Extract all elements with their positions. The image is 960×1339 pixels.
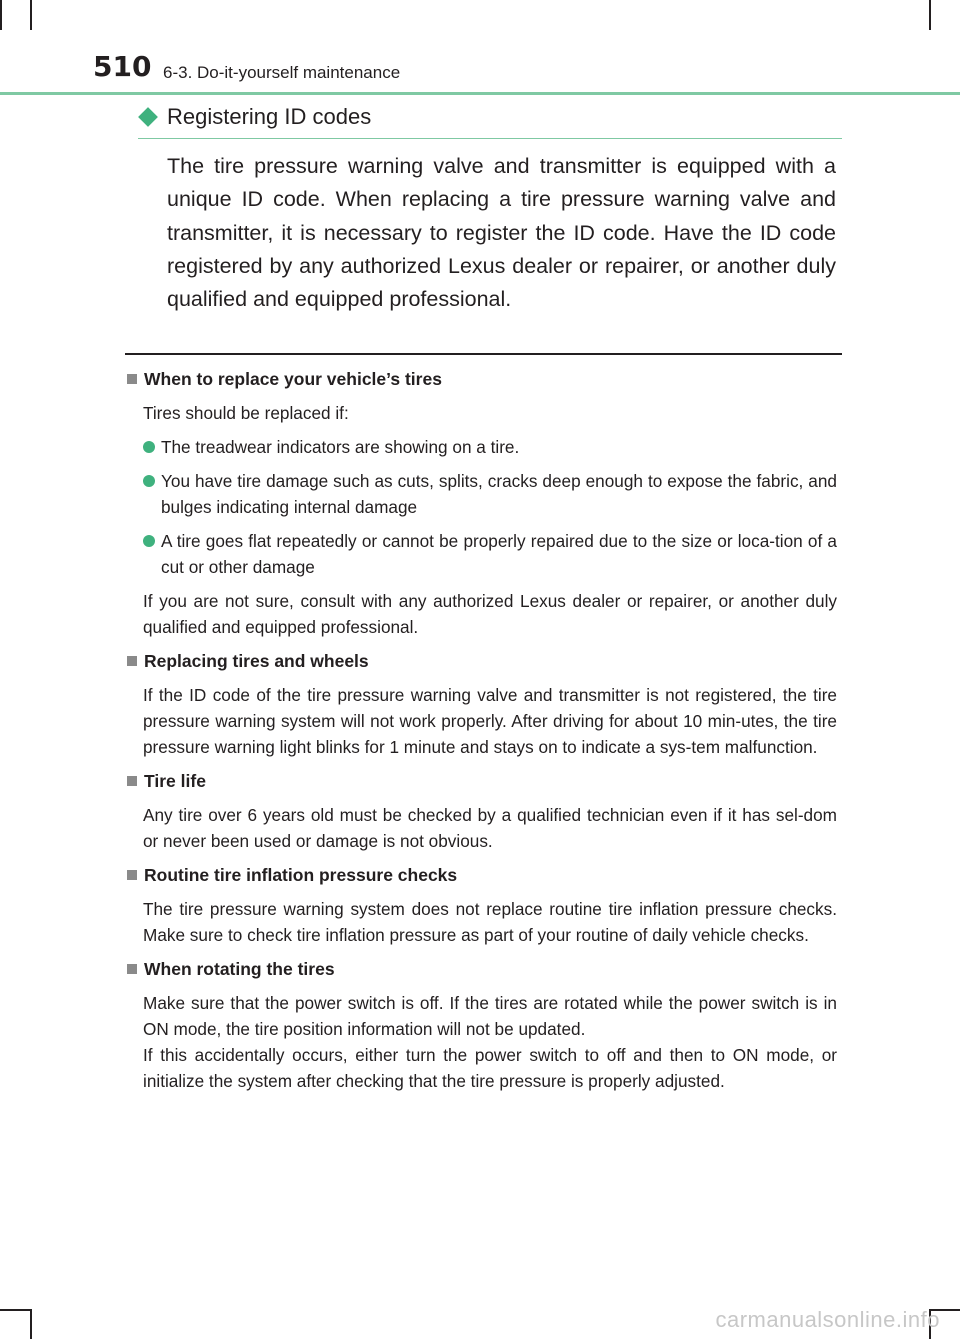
note-heading-text: Tire life	[144, 770, 206, 791]
note-body	[125, 392, 837, 640]
square-bullet-icon	[127, 776, 137, 786]
crop-mark	[929, 0, 931, 30]
circle-bullet-icon	[143, 535, 155, 547]
note-paragraph: The tire pressure warning system does not replace routine tire inflation pressure checks. Make sure to check tire inflation pressure as part of your routine of daily vehicle checks.	[143, 899, 837, 945]
crop-mark	[0, 0, 2, 30]
note-heading-text: When rotating the tires	[144, 958, 335, 979]
list-item: A tire goes flat repeatedly or cannot be properly repaired due to the size or loca-tion of a cut or other damage	[143, 528, 837, 580]
note-paragraph: If this accidentally occurs, either turn the power switch to off and then to ON mode, or initialize the system after checking that the tire pressure is properly adjusted.	[143, 1045, 837, 1091]
page-number: 510	[93, 50, 152, 83]
crop-mark	[30, 1309, 32, 1339]
crop-mark	[30, 0, 32, 30]
note-intro: Tires should be replaced if:	[143, 403, 349, 423]
square-bullet-icon	[127, 374, 137, 384]
note-heading-text: When to replace your vehicle’s tires	[144, 368, 442, 389]
note-body	[125, 674, 837, 760]
note-heading	[125, 862, 837, 888]
note-paragraph: Any tire over 6 years old must be checked by a qualified technician even if it has sel-dom or never been used or damage is not obvious.	[143, 805, 837, 851]
list-item: You have tire damage such as cuts, splits, cracks deep enough to expose the fabric, and bulges indicating internal damage	[143, 468, 837, 520]
subsection-rule	[138, 138, 842, 139]
watermark: carmanualsonline.info	[715, 1307, 940, 1332]
subsection-heading-text: Registering ID codes	[167, 104, 372, 129]
note-outro: If you are not sure, consult with any authorized Lexus dealer or repairer, or another duly qualified and equipped professional.	[143, 591, 837, 637]
crop-mark	[0, 1309, 30, 1311]
list-item: The treadwear indicators are showing on a tire.	[143, 434, 837, 460]
header-rule	[0, 92, 960, 95]
registering-paragraph: The tire pressure warning valve and transmitter is equipped with a unique ID code. When replacing a tire pressure warning valve and transmitter, it is necessary to register the ID code. Have the ID code registered by any authorized Lexus dealer or repairer, or another duly qualified and equipped professional.	[167, 154, 836, 312]
note-heading-text: Replacing tires and wheels	[144, 650, 369, 671]
square-bullet-icon	[127, 964, 137, 974]
note-heading	[125, 768, 837, 794]
square-bullet-icon	[127, 656, 137, 666]
circle-bullet-icon	[143, 441, 155, 453]
diamond-bullet-icon	[138, 107, 158, 127]
note-heading	[125, 366, 837, 392]
note-body	[125, 888, 837, 948]
note-body	[125, 794, 837, 854]
notes-section	[125, 366, 837, 1094]
section-title: 6-3. Do-it-yourself maintenance	[163, 63, 401, 82]
note-heading	[125, 956, 837, 982]
square-bullet-icon	[127, 870, 137, 880]
subsection-heading	[138, 104, 842, 130]
section-divider	[125, 353, 842, 355]
note-paragraph: Make sure that the power switch is off. If the tires are rotated while the power switch is in ON mode, the tire position information will not be updated.	[143, 993, 837, 1039]
note-heading-text: Routine tire inflation pressure checks	[144, 864, 458, 885]
note-heading	[125, 648, 837, 674]
circle-bullet-icon	[143, 475, 155, 487]
note-paragraph: If the ID code of the tire pressure warning valve and transmitter is not registered, the tire pressure warning system will not work properly. After driving for about 10 min-utes, the tire pressure warning light blinks for 1 minute and stays on to indicate a sys-tem malfunction.	[143, 685, 837, 757]
note-body	[125, 982, 837, 1094]
